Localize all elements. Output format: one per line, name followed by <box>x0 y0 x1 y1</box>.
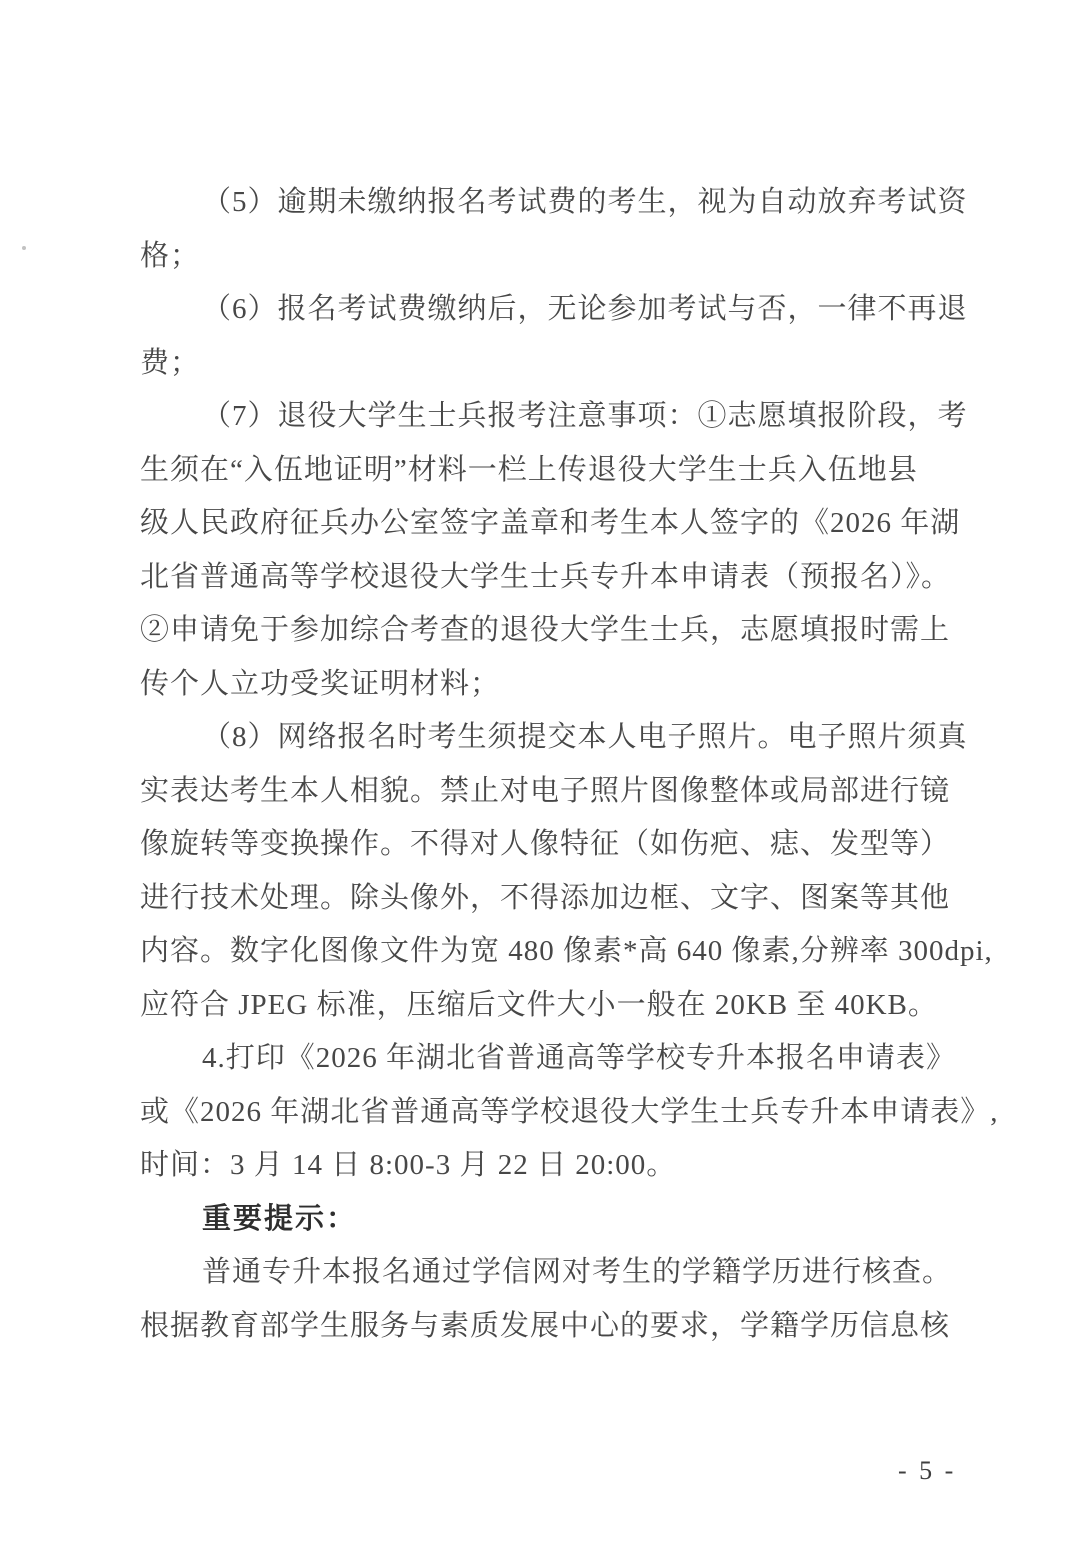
text-line: 4.打印《2026 年湖北省普通高等学校专升本报名申请表》 <box>202 1042 957 1074</box>
text-line: 时间：3 月 14 日 8:00-3 月 22 日 20:00。 <box>140 1149 677 1181</box>
text-line: （7）退役大学生士兵报考注意事项：①志愿填报阶段，考 <box>202 400 968 432</box>
text-line: 费； <box>140 346 201 379</box>
text-line: 级人民政府征兵办公室签字盖章和考生本人签字的《2026 年湖 <box>140 507 961 539</box>
text-line: 普通专升本报名通过学信网对考生的学籍学历进行核查。 <box>202 1256 953 1288</box>
paragraph-item-6 <box>140 283 972 390</box>
scan-artifact-dot <box>22 246 26 250</box>
text-line: 格； <box>140 239 201 272</box>
text-line: 内容。数字化图像文件为宽 480 像素*高 640 像素,分辨率 300dpi, <box>140 935 993 967</box>
text-line: 传个人立功受奖证明材料； <box>140 667 501 700</box>
paragraph-notice-body <box>140 1246 972 1353</box>
text-line: （6）报名考试费缴纳后，无论参加考试与否，一律不再退 <box>202 293 968 325</box>
important-notice-heading: 重要提示： <box>202 1202 358 1235</box>
text-line: 生须在“入伍地证明”材料一栏上传退役大学生士兵入伍地县 <box>140 453 918 486</box>
paragraph-item-5 <box>140 176 972 283</box>
text-line: 根据教育部学生服务与素质发展中心的要求，学籍学历信息核 <box>140 1309 951 1342</box>
document-body <box>140 176 999 1353</box>
text-line: 像旋转等变换操作。不得对人像特征（如伤疤、痣、发型等） <box>140 828 951 860</box>
text-line: （8）网络报名时考生须提交本人电子照片。电子照片须真 <box>202 721 968 753</box>
paragraph-important-notice-heading <box>140 1193 972 1247</box>
text-line: 应符合 JPEG 标准，压缩后文件大小一般在 20KB 至 40KB。 <box>140 988 938 1021</box>
text-line: （5）逾期未缴纳报名考试费的考生，视为自动放弃考试资 <box>202 186 968 218</box>
text-line: 或《2026 年湖北省普通高等学校退役大学生士兵专升本申请表》, <box>140 1095 999 1128</box>
text-line: 进行技术处理。除头像外，不得添加边框、文字、图案等其他 <box>140 881 951 914</box>
paragraph-item-7 <box>140 390 972 711</box>
text-line: 实表达考生本人相貌。禁止对电子照片图像整体或局部进行镜 <box>140 774 951 807</box>
text-line: 北省普通高等学校退役大学生士兵专升本申请表（预报名）》。 <box>140 560 952 593</box>
page-number: - 5 - <box>898 1456 957 1485</box>
paragraph-item-4-print <box>140 1032 999 1193</box>
text-line: ②申请免于参加综合考查的退役大学生士兵，志愿填报时需上 <box>140 614 951 646</box>
paragraph-item-8 <box>140 711 993 1032</box>
